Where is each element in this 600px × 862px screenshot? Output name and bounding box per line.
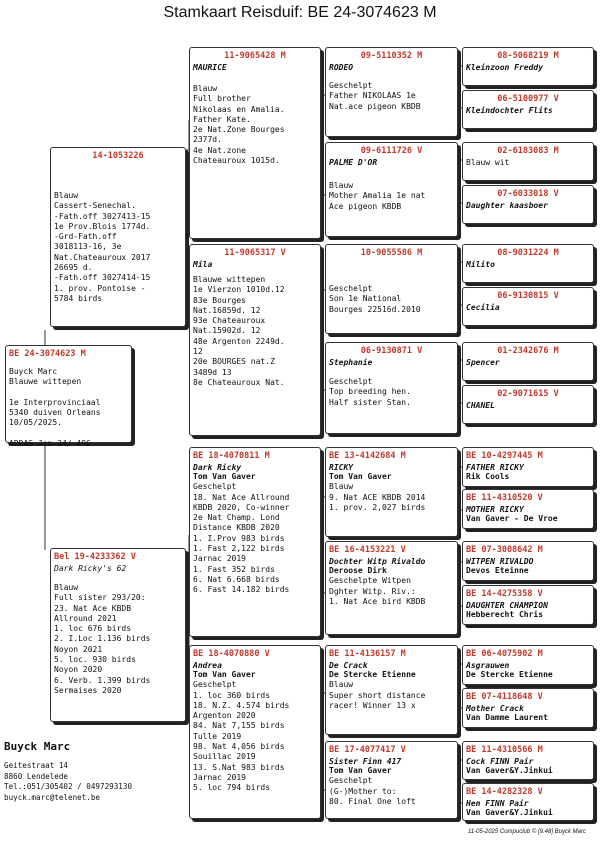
dam-sire-card[interactable] — [189, 447, 321, 637]
card-line: 1. Fast 352 birds — [193, 564, 275, 574]
card-line: Ace pigeon KBDB — [329, 201, 402, 211]
card-line: Mother Amalia 1e nat — [329, 191, 426, 201]
card-ring: BE 14-4275358 V — [466, 589, 543, 599]
card-name: CHANEL — [466, 401, 495, 410]
card-name: Asgrauwen — [466, 661, 510, 670]
sire-line: Blauw — [54, 191, 79, 200]
card-line: 84. Nat 7,155 birds — [193, 721, 285, 731]
subject-line — [6, 388, 131, 398]
card-breeder: Van Gaver&Y.Jinkui — [466, 808, 553, 817]
card-line: Blauwe wittepen — [193, 275, 266, 284]
card-line: Nikolaas en Amalia. — [193, 104, 285, 114]
sire-line: 5784 birds — [54, 293, 103, 303]
card-name: Dochter Witp Rivaldo — [329, 557, 426, 566]
subject-ring: BE 24-3074623 M — [9, 349, 86, 359]
card-ring: 06-5100977 V — [497, 94, 559, 104]
sire-line: -Fath.off 3027414-15 — [54, 273, 151, 283]
dam-dam-card[interactable] — [189, 645, 321, 819]
card-breeder: Deroose Dirk — [329, 566, 387, 575]
card-ring: 09-5110352 M — [360, 51, 423, 61]
card-ring: 08-5068219 M — [497, 51, 559, 61]
card-line: Father NIKOLAAS 1e — [329, 91, 416, 101]
card-ring: BE 10-4297445 M — [466, 451, 543, 461]
card-name: Mother Crack — [466, 704, 524, 713]
card-line: Chateauroux 1015d. — [193, 156, 280, 166]
dam-line: Sermaises 2020 — [54, 685, 122, 695]
subject-card[interactable] — [5, 345, 132, 449]
card-name: Cecilia — [466, 303, 500, 312]
card-ring: 07-6033018 V — [497, 189, 559, 199]
card-line: Argenton 2020 — [193, 711, 256, 721]
card-name: Kleinzoon Freddy — [466, 63, 544, 72]
card-name: Spencer — [466, 358, 500, 367]
dam-line: 5. loc. 930 birds — [54, 655, 136, 665]
dam-line: Noyon 2021 — [54, 644, 103, 654]
card-line: 18. Nat Ace Allround — [193, 492, 290, 502]
card-ring: 10-9055586 M — [360, 248, 423, 258]
card-ring: 11-9065428 M — [224, 51, 286, 61]
card-name: Mila — [193, 260, 213, 269]
card-name: Sister Finn 417 — [329, 757, 402, 766]
card-line: 1. Nat Ace bird KBDB — [329, 596, 426, 606]
dam-line: Allround 2021 — [54, 613, 117, 623]
card-breeder: Tom Van Gaver — [329, 472, 392, 481]
card-line: Blauw — [193, 84, 218, 93]
card-line: 48e Argenton 2249d. — [193, 336, 285, 346]
card-line: Super short distance — [329, 690, 426, 700]
card-line: 1. prov. 2,027 birds — [329, 502, 426, 512]
card-line: Geschelpt — [329, 776, 373, 786]
footer-text: 11-05-2025 Compuclub © [9.48] Buyck Marc — [467, 829, 586, 835]
gen4-card[interactable] — [462, 741, 594, 780]
card-line: Half sister Stan. — [329, 397, 411, 407]
subject-line — [6, 429, 131, 439]
card-line: 93e Chateauroux — [193, 316, 266, 326]
card-ring: BE 18-4070811 M — [193, 451, 270, 461]
card-line: 6. Fast 14.182 birds — [193, 585, 290, 595]
card-name: Blauw wit — [466, 158, 510, 167]
card-line: Geschelpt — [193, 482, 237, 492]
dam-line: 23. Nat Ace KBDB — [54, 603, 132, 613]
card-line: KBDB 2020, Co-winner — [193, 502, 290, 512]
card-line: Father Kate. — [193, 114, 251, 124]
card-line: Souillac 2019 — [193, 752, 256, 762]
card-name: PALME D'OR — [329, 158, 378, 167]
card-line: 2e Nat.Zone Bourges — [193, 125, 285, 135]
card-breeder: Tom Van Gaver — [193, 670, 256, 679]
card-line: Nat.16859d. 12 — [193, 305, 261, 315]
card-breeder: De Stercke Etienne — [466, 670, 553, 679]
card-ring: 06-9130815 V — [497, 291, 559, 301]
card-name: RICKY — [329, 463, 354, 472]
card-name: Dark Ricky — [193, 463, 242, 472]
card-line: 13. S.Nat 983 birds — [193, 762, 285, 772]
card-line: 3489d 13 — [193, 367, 232, 377]
page-title: Stamkaart Reisduif: BE 24-3074623 M — [163, 4, 437, 21]
card-line: 1. loc 360 birds — [193, 690, 271, 700]
card-ring: BE 07-4118648 V — [466, 692, 543, 702]
card-line: 9. Nat ACE KBDB 2014 — [329, 492, 426, 502]
gen4-card[interactable] — [462, 645, 594, 685]
card-ring: BE 18-4070880 V — [193, 649, 270, 659]
card-line: 2e Nat Champ. Lond — [193, 513, 280, 523]
gen4-card[interactable] — [462, 489, 594, 529]
subject-line: 5340 duiven Orleans — [9, 408, 101, 418]
card-line: Nat.15902d. 12 — [193, 326, 261, 336]
card-name: WITPEN RIVALDO — [466, 557, 534, 566]
card-line: 1. I.Prov 983 birds — [193, 533, 285, 543]
sire-line: Nat.Chateauroux 2017 — [54, 252, 151, 262]
owner-block — [4, 740, 132, 803]
card-line: Tulle 2019 — [193, 731, 242, 741]
sire-line: Cassert-Senechal. — [54, 201, 136, 211]
gen3-card-sdd[interactable] — [325, 342, 458, 434]
card-name: Kleindochter Flits — [466, 106, 553, 115]
owner-name: Buyck Marc — [4, 740, 71, 753]
card-ring: 02-9071615 V — [497, 389, 559, 399]
gen3-card-ssd[interactable] — [325, 142, 458, 237]
gen4-card[interactable] — [462, 541, 594, 581]
card-ring: 08-9031224 M — [497, 248, 559, 258]
card-ring: 06-9130871 V — [360, 346, 423, 356]
card-line: Geschelpt — [329, 284, 373, 293]
owner-phone: Tel.:051/305402 / 0497293130 — [4, 782, 133, 791]
gen4-card[interactable] — [462, 287, 594, 326]
card-ring: 02-6183083 M — [497, 146, 559, 156]
card-line: 5. loc 794 birds — [193, 783, 271, 793]
card-breeder: Tom Van Gaver — [193, 472, 256, 481]
card-name: De Crack — [329, 661, 368, 670]
owner-city: 8860 Lendelede — [4, 771, 69, 781]
card-line: 80. Final One loft — [329, 796, 416, 806]
card-breeder: Van Gaver - De Vroe — [466, 514, 558, 523]
gen4-card[interactable] — [462, 783, 594, 821]
card-line: (G-)Mother to: — [329, 786, 397, 796]
sire-ring: 14-1053226 — [92, 151, 144, 161]
sire-sire-card[interactable] — [189, 47, 321, 239]
gen4-card[interactable] — [462, 585, 594, 625]
card-name: Cock FINN Pair — [466, 757, 534, 766]
owner-street: Geitestraat 14 — [4, 761, 69, 770]
card-line: 12 — [193, 347, 203, 357]
card-line: Full brother — [193, 94, 251, 104]
card-line: 1e Vierzon 1010d.12 — [193, 285, 285, 295]
card-breeder: Van Gaver&Y.Jinkui — [466, 766, 553, 775]
card-ring: BE 11-4136157 M — [329, 649, 406, 659]
card-line: Distance KBDB 2020 — [193, 523, 280, 533]
dam-line: 6. Verb. 1.399 birds — [54, 675, 151, 685]
dam-line: Noyon 2020 — [54, 665, 103, 675]
dam-line: Blauw — [54, 583, 79, 592]
card-line: Top breeding hen. — [329, 387, 411, 397]
card-ring: BE 14-4282328 V — [466, 787, 543, 797]
gen3-card-ddd[interactable] — [325, 741, 458, 819]
gen3-card-dsd[interactable] — [325, 541, 458, 635]
gen4-card[interactable] — [462, 185, 594, 224]
card-ring: BE 16-4153221 V — [329, 545, 406, 555]
gen4-card[interactable] — [462, 90, 594, 129]
card-line: 18. N.Z. 4.574 birds — [193, 700, 290, 710]
card-name: Milito — [466, 260, 495, 269]
card-name: MOTHER RICKY — [466, 505, 524, 514]
gen4-card[interactable] — [462, 447, 594, 487]
gen4-card[interactable] — [462, 142, 594, 181]
card-line: Blauw — [329, 680, 354, 690]
card-name: Daughter kaasboer — [466, 201, 548, 210]
card-ring: BE 11-4310566 M — [466, 745, 543, 755]
sire-line: 3018113-16, 3e — [54, 242, 122, 252]
card-ring: BE 17-4077417 V — [329, 745, 406, 755]
card-line: Geschelpte Witpen — [329, 576, 411, 586]
card-ring: BE 06-4075902 M — [466, 649, 543, 659]
subject-line: ARRAS Jon 34/ 496 — [9, 439, 91, 449]
card-ring: 09-6111726 V — [360, 146, 423, 156]
card-line: Geschelpt — [193, 680, 237, 690]
card-name: RODEO — [329, 63, 354, 72]
card-line: 4e Nat.zone — [193, 145, 246, 155]
sire-line: -Grd-Fath.off — [54, 232, 117, 242]
card-name: Hen FINN Pair — [466, 799, 529, 808]
card-name: DAUGHTER CHAMPION — [466, 601, 548, 610]
card-ring: BE 11-4310520 V — [466, 493, 543, 503]
dam-name: Dark Ricky's 62 — [54, 564, 127, 573]
card-line: Nat.ace pigeon KBDB — [329, 101, 421, 111]
sire-card[interactable] — [50, 147, 186, 327]
card-line: 2377d. — [193, 135, 222, 145]
card-line: 1. Fast 2,122 birds — [193, 544, 285, 554]
card-line: Blauw — [329, 482, 354, 492]
subject-line: 1e Interprovinciaal — [9, 397, 101, 407]
gen4-card[interactable] — [462, 385, 594, 424]
card-ring: BE 07-3008642 M — [466, 545, 543, 555]
card-line: Jarnac 2019 — [193, 554, 246, 564]
sire-line: 26695 d. — [54, 263, 93, 273]
card-name: Andrea — [193, 661, 222, 670]
card-line: Geschelpt — [329, 81, 373, 90]
card-line: racer! Winner 13 x — [329, 700, 416, 710]
gen3-card-dds[interactable] — [325, 645, 458, 735]
dam-card[interactable] — [50, 548, 186, 722]
card-line: Geschelpt — [329, 377, 373, 386]
card-name: MAURICE — [193, 63, 227, 72]
card-line: 83e Bourges — [193, 295, 246, 305]
dam-line: 2. I.Loc 1.136 birds — [54, 634, 151, 644]
card-breeder: Van Damme Laurent — [466, 713, 548, 722]
sire-dam-card[interactable] — [189, 244, 321, 436]
card-line: Jarnac 2019 — [193, 772, 246, 782]
card-line: 8e Chateauroux Nat. — [193, 377, 285, 387]
card-breeder: Tom Van Gaver — [329, 766, 392, 775]
card-breeder: Hebberecht Chris — [466, 610, 544, 619]
card-line: Dghter Witp. Riv.: — [329, 586, 416, 596]
card-line: Blauw — [329, 181, 354, 190]
card-line: Bourges 22516d.2010 — [329, 304, 421, 314]
gen3-card-sds[interactable] — [325, 244, 458, 334]
subject-line: 10/05/2025. — [9, 418, 62, 428]
gen3-card-sss[interactable] — [325, 47, 458, 137]
card-ring: BE 13-4142684 M — [329, 451, 406, 461]
card-line: Son 1e National — [329, 294, 402, 304]
gen4-card[interactable] — [462, 244, 594, 283]
gen3-card-dss[interactable] — [325, 447, 458, 537]
owner-email: buyck.marc@telenet.be — [4, 792, 101, 802]
card-line: 98. Nat 4,056 birds — [193, 742, 285, 752]
gen4-card[interactable] — [462, 342, 594, 381]
subject-line: Buyck Marc — [9, 367, 58, 376]
card-breeder: Devos Eteinne — [466, 566, 529, 575]
sire-line: -Fath.off 3027413-15 — [54, 211, 151, 221]
card-name: FATHER RICKY — [466, 463, 524, 472]
sire-line: 1e Prov.Blois 1774d. — [54, 221, 151, 231]
card-ring: 11-9065317 V — [224, 248, 286, 258]
gen4-card[interactable] — [462, 688, 594, 728]
card-breeder: De Stercke Etienne — [329, 670, 416, 679]
sire-line: 1. prov. Pontoise - — [54, 283, 146, 293]
gen4-card[interactable] — [462, 47, 594, 86]
card-line: 20e BOURGES nat.Z — [193, 357, 275, 367]
card-breeder: Rik Cools — [466, 472, 510, 481]
subject-line: Blauwe wittepen — [9, 377, 82, 387]
dam-line: 1. loc 676 birds — [54, 624, 132, 634]
card-line: 6. Nat 6.668 birds — [193, 574, 280, 584]
card-name: Stephanie — [329, 358, 373, 367]
card-ring: 01-2342676 M — [497, 346, 559, 356]
dam-ring: Bel 19-4233362 V — [54, 552, 136, 562]
dam-line: Full sister 293/20: — [54, 593, 146, 603]
